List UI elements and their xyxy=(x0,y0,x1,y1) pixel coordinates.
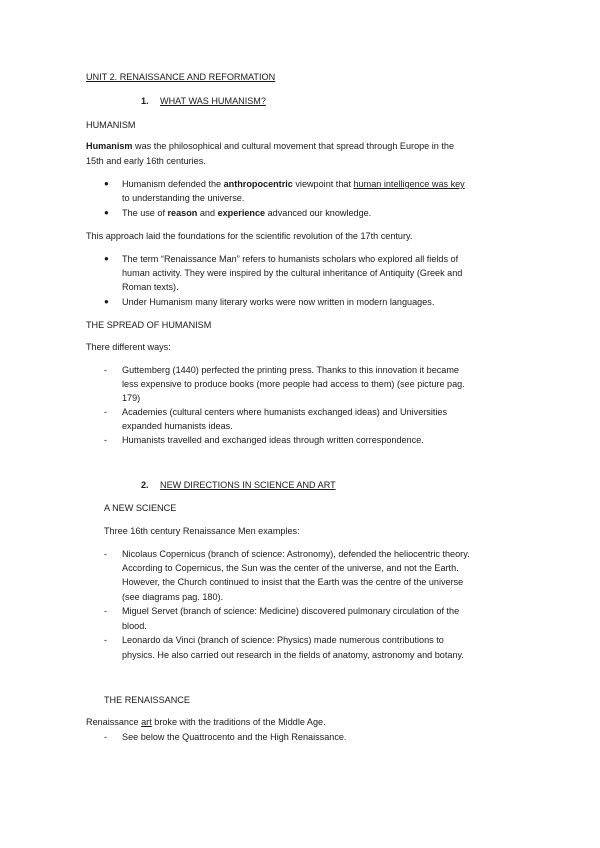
spread-item-2-line-1: Academies (cultural centers where humanists exchanged ideas) and Universities xyxy=(122,407,448,417)
heading-new-science: A NEW SCIENCE xyxy=(104,503,177,513)
heading-spread-of-humanism: THE SPREAD OF HUMANISM xyxy=(86,320,212,330)
bold-span: anthropocentric xyxy=(223,179,293,189)
intro-line-2: 15th and early 16th centuries. xyxy=(86,156,206,166)
bullet-b1-line-1: The term “Renaissance Man” refers to humanists scholars who explored all fields of xyxy=(122,254,459,264)
unit-title: UNIT 2. RENAISSANCE AND REFORMATION xyxy=(86,72,276,82)
dash-marker: - xyxy=(104,365,108,375)
text-span: viewpoint that xyxy=(292,179,354,189)
text-span: and xyxy=(197,208,218,218)
text-span: Humanism defended the xyxy=(122,179,224,189)
intro-line-1-rest: was the philosophical and cultural movement that spread through Europe in the xyxy=(132,141,455,151)
section2-title: NEW DIRECTIONS IN SCIENCE AND ART xyxy=(160,480,336,490)
bullet-icon: ● xyxy=(104,179,109,188)
spread-item-1-line-3: 179) xyxy=(122,393,141,403)
dash-marker: - xyxy=(104,635,108,645)
term-humanism: Humanism xyxy=(86,141,133,151)
bullet-b1-line-2: human activity. They were inspired by the cultural inheritance of Antiquity (Greek and xyxy=(122,268,463,278)
dash-marker: - xyxy=(104,435,108,445)
underlined-span: human intelligence was key xyxy=(353,179,465,189)
science-item-2-line-2: blood. xyxy=(122,621,147,631)
spread-item-2-line-2: expanded humanists ideas. xyxy=(122,421,233,431)
spread-item-1-line-1: Guttemberg (1440) perfected the printing press. Thanks to this innovation it became xyxy=(122,365,459,375)
underlined-span: art xyxy=(141,717,152,727)
heading-the-renaissance: THE RENAISSANCE xyxy=(104,695,190,705)
section1-number: 1. xyxy=(141,96,149,106)
text-span: Renaissance xyxy=(86,717,142,727)
spread-item-3-line-1: Humanists travelled and exchanged ideas through written correspondence. xyxy=(122,435,424,445)
science-item-1-line-3: However, the Church continued to insist that the Earth was the centre of the universe xyxy=(122,577,464,587)
spread-item-1-line-2: less expensive to produce books (more people had access to them) (see picture pag. xyxy=(122,379,465,389)
section2-number: 2. xyxy=(141,480,149,490)
text-span: broke with the traditions of the Middle Age. xyxy=(151,717,326,727)
bullet-icon: ● xyxy=(104,297,109,306)
bullet-icon: ● xyxy=(104,254,109,263)
bold-span: reason xyxy=(167,208,198,218)
bold-span: experience xyxy=(217,208,266,218)
bullet-a2-line-1 xyxy=(122,207,371,219)
text-span: The use of xyxy=(122,208,168,218)
dash-marker: - xyxy=(104,407,108,417)
text-span: advanced our knowledge. xyxy=(265,208,372,218)
science-item-1-line-4: (see diagrams pag. 180). xyxy=(122,592,224,602)
intro-line-1 xyxy=(86,140,454,152)
science-item-1-line-2: According to Copernicus, the Sun was the center of the universe, and not the Earth. xyxy=(122,563,459,573)
science-item-2-line-1: Miguel Servet (branch of science: Medicine) discovered pulmonary circulation of the xyxy=(122,606,460,616)
renaissance-paragraph xyxy=(86,716,326,728)
heading-humanism: HUMANISM xyxy=(86,120,136,130)
bullet-a1-line-2: to understanding the universe. xyxy=(122,193,245,203)
science-item-3-line-2: physics. He also carried out research in the fields of anatomy, astronomy and botany. xyxy=(122,650,464,660)
renaissance-item-1-line-1: See below the Quattrocento and the High Renaissance. xyxy=(122,732,347,742)
science-intro: Three 16th century Renaissance Men examples: xyxy=(104,526,300,536)
dash-marker: - xyxy=(104,606,108,616)
bullet-a1-line-1 xyxy=(122,178,465,190)
science-item-3-line-1: Leonardo da Vinci (branch of science: Physics) made numerous contributions to xyxy=(122,635,444,645)
spread-intro: There different ways: xyxy=(86,342,171,352)
dash-marker: - xyxy=(104,549,108,559)
science-item-1-line-1: Nicolaus Copernicus (branch of science: Astronomy), defended the heliocentric theory. xyxy=(122,549,470,559)
foundations-paragraph: This approach laid the foundations for the scientific revolution of the 17th century. xyxy=(86,231,413,241)
bullet-b1-line-3: Roman texts). xyxy=(122,282,179,292)
bullet-b2-line-1: Under Humanism many literary works were now written in modern languages. xyxy=(122,297,435,307)
bullet-icon: ● xyxy=(104,208,109,217)
dash-marker: - xyxy=(104,732,108,742)
section1-title: WHAT WAS HUMANISM? xyxy=(160,96,266,106)
